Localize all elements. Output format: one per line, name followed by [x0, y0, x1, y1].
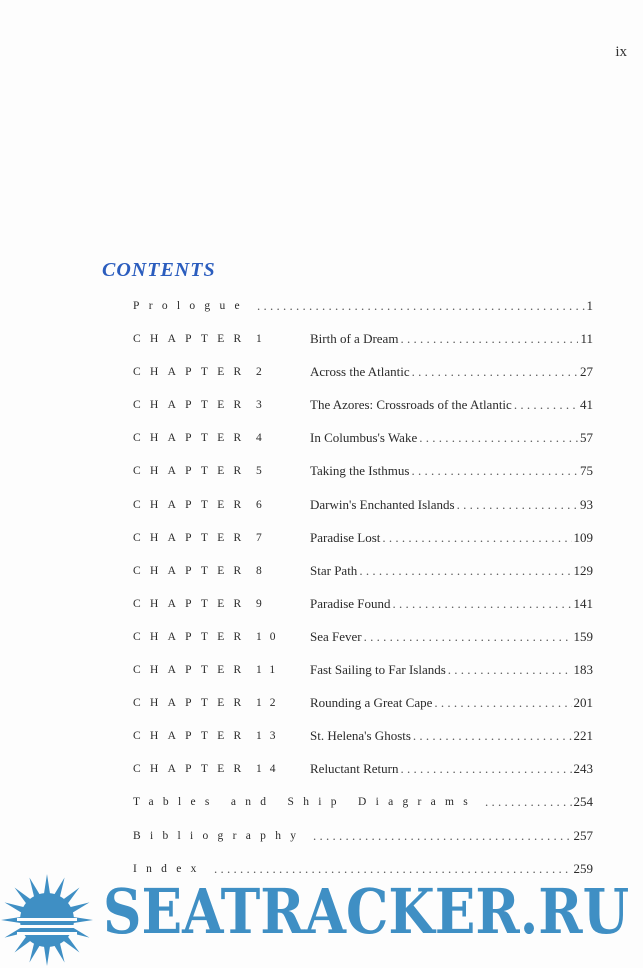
- toc-entry-chapter-number: 6: [256, 498, 270, 511]
- dot-leader: [364, 627, 572, 647]
- toc-entry-line: [310, 660, 593, 680]
- toc-entry-page: 109: [573, 529, 593, 545]
- toc-entry-line: [310, 495, 593, 515]
- dot-leader: [400, 329, 578, 349]
- toc-entry-chapter-number: 5: [256, 465, 270, 478]
- dot-leader: [400, 759, 571, 779]
- toc-entry: [133, 362, 593, 395]
- toc-entry-label: CHAPTER: [133, 697, 251, 710]
- toc-entry-chapter-number: 14: [256, 763, 284, 776]
- toc-entry-line: [310, 561, 593, 581]
- dot-leader: [448, 660, 572, 680]
- toc-entry-line: [311, 826, 593, 846]
- page-number: ix: [615, 44, 627, 60]
- toc-entry-title: Reluctant Return: [310, 761, 399, 777]
- toc-entry-page: 183: [573, 662, 593, 678]
- toc-entry-label: CHAPTER: [133, 465, 251, 478]
- toc-entry-line: [483, 792, 593, 812]
- dot-leader: [412, 362, 578, 382]
- toc-entry-label: CHAPTER: [133, 399, 251, 412]
- toc-entry-page: 11: [580, 331, 593, 347]
- toc-entry-page: 221: [573, 728, 593, 744]
- toc-entry-label: CHAPTER: [133, 730, 251, 743]
- toc-entry: [133, 594, 593, 627]
- dot-leader: [411, 461, 578, 481]
- toc-entry-page: 27: [580, 364, 593, 380]
- dot-leader: [413, 726, 572, 746]
- toc-entry-label: CHAPTER: [133, 597, 251, 610]
- toc-entry-label: CHAPTER: [133, 366, 251, 379]
- table-of-contents: [133, 296, 593, 892]
- toc-entry-line: [310, 362, 593, 382]
- toc-entry-label: CHAPTER: [133, 763, 251, 776]
- toc-entry-chapter-number: 2: [256, 366, 270, 379]
- toc-entry-page: 159: [573, 628, 593, 644]
- toc-entry: [133, 395, 593, 428]
- toc-entry-page: 141: [573, 595, 593, 611]
- toc-entry-line: [310, 528, 593, 548]
- toc-entry: [133, 759, 593, 792]
- toc-entry-line: [310, 594, 593, 614]
- toc-entry-line: [310, 693, 593, 713]
- toc-entry: [133, 329, 593, 362]
- toc-entry-chapter-number: 1: [256, 333, 270, 346]
- toc-entry-title: Paradise Found: [310, 595, 391, 611]
- toc-entry-label: Index: [133, 862, 206, 875]
- toc-entry-title: Taking the Isthmus: [310, 463, 410, 479]
- toc-entry-page: 57: [580, 430, 593, 446]
- toc-entry: [133, 495, 593, 528]
- dot-leader: [393, 594, 572, 614]
- toc-entry: [133, 561, 593, 594]
- toc-entry-page: 93: [580, 496, 593, 512]
- toc-entry-page: 41: [580, 397, 593, 413]
- dot-leader: [359, 561, 571, 581]
- dot-leader: [382, 528, 571, 548]
- toc-entry-line: [255, 296, 593, 316]
- dot-leader: [485, 792, 572, 812]
- toc-entry-line: [310, 726, 593, 746]
- toc-entry-line: [310, 627, 593, 647]
- toc-entry-title: Birth of a Dream: [310, 331, 399, 347]
- dot-leader: [434, 693, 571, 713]
- toc-entry-label: CHAPTER: [133, 333, 251, 346]
- toc-entry-chapter-number: 9: [256, 597, 270, 610]
- toc-entry-chapter-number: 12: [256, 697, 284, 710]
- toc-entry-title: St. Helena's Ghosts: [310, 728, 411, 744]
- toc-entry-chapter-number: 11: [256, 664, 284, 677]
- toc-entry-line: [310, 759, 593, 779]
- toc-entry-title: In Columbus's Wake: [310, 430, 418, 446]
- toc-entry-line: [310, 461, 593, 481]
- toc-entry-label: Bibliography: [133, 829, 306, 842]
- toc-entry-chapter-number: 10: [256, 630, 284, 643]
- toc-entry: [133, 726, 593, 759]
- toc-entry: [133, 461, 593, 494]
- watermark-text: SEATRACKER.RU: [103, 875, 630, 948]
- toc-entry: [133, 660, 593, 693]
- toc-entry-title: The Azores: Crossroads of the Atlantic: [310, 397, 512, 413]
- toc-entry: [133, 627, 593, 660]
- dot-leader: [313, 826, 572, 846]
- toc-entry: [133, 792, 593, 825]
- toc-entry-title: Rounding a Great Cape: [310, 695, 433, 711]
- toc-entry: [133, 428, 593, 461]
- dot-leader: [457, 495, 578, 515]
- toc-entry-label: Prologue: [133, 300, 249, 312]
- toc-entry-label: CHAPTER: [133, 432, 251, 445]
- toc-entry-page: 259: [573, 860, 593, 876]
- toc-entry-chapter-number: 4: [256, 432, 270, 445]
- toc-entry-line: [310, 395, 593, 415]
- toc-entry-page: 257: [573, 827, 593, 843]
- toc-entry-page: 243: [573, 761, 593, 777]
- toc-entry-title: Fast Sailing to Far Islands: [310, 662, 446, 678]
- toc-entry-page: 75: [580, 463, 593, 479]
- toc-entry-title: Across the Atlantic: [310, 364, 410, 380]
- toc-entry-page: 129: [573, 562, 593, 578]
- toc-entry-title: Paradise Lost: [310, 529, 381, 545]
- toc-entry-chapter-number: 8: [256, 564, 270, 577]
- toc-entry-label: CHAPTER: [133, 531, 251, 544]
- toc-entry-label: CHAPTER: [133, 498, 251, 511]
- toc-entry-line: [310, 428, 593, 448]
- toc-entry-line: [310, 329, 593, 349]
- toc-entry-label: CHAPTER: [133, 630, 251, 643]
- toc-entry-chapter-number: 3: [256, 399, 270, 412]
- dot-leader: [419, 428, 578, 448]
- dot-leader: [514, 395, 578, 415]
- toc-entry-title: Sea Fever: [310, 628, 362, 644]
- toc-entry-label: CHAPTER: [133, 564, 251, 577]
- toc-entry: [133, 296, 593, 329]
- dot-leader: [257, 296, 585, 316]
- toc-entry-label: CHAPTER: [133, 664, 251, 677]
- toc-entry: [133, 826, 593, 859]
- contents-heading: CONTENTS: [102, 259, 216, 281]
- toc-entry-page: 254: [573, 794, 593, 810]
- toc-entry-chapter-number: 13: [256, 730, 284, 743]
- toc-entry-page: 201: [573, 695, 593, 711]
- toc-entry: [133, 528, 593, 561]
- toc-entry: [133, 693, 593, 726]
- toc-entry-page: 1: [586, 298, 593, 313]
- toc-entry-title: Darwin's Enchanted Islands: [310, 496, 455, 512]
- toc-entry-title: Star Path: [310, 562, 358, 578]
- toc-entry-label: Tables and Ship Diagrams: [133, 796, 478, 809]
- toc-entry-chapter-number: 7: [256, 531, 270, 544]
